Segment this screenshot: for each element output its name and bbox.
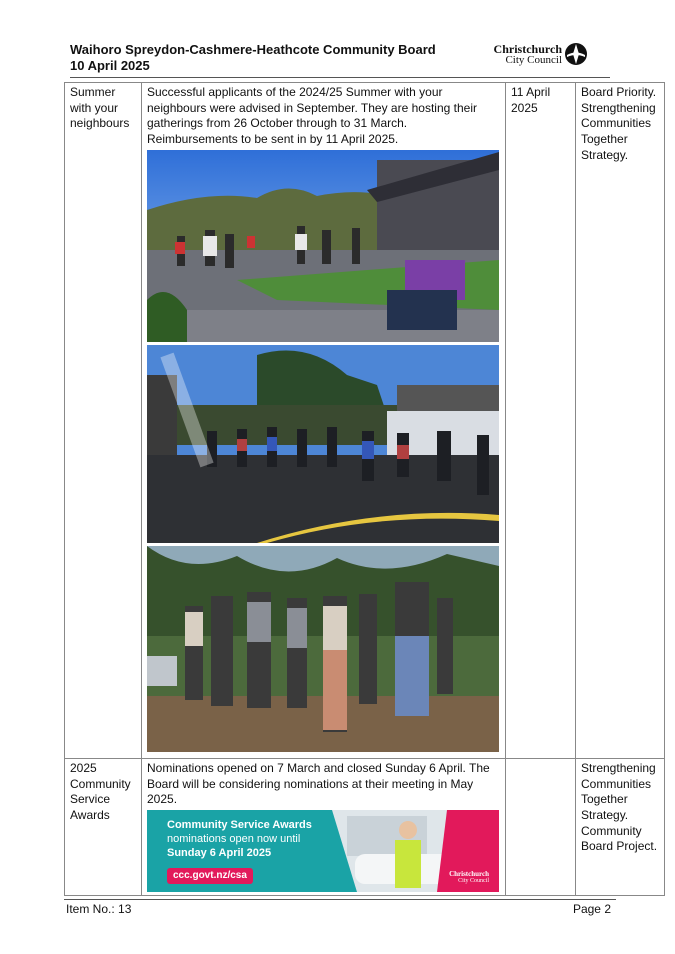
banner-logo <box>449 870 489 885</box>
board-title: Waihoro Spreydon-Cashmere-Heathcote Community Board <box>70 42 436 57</box>
banner-line-3: Sunday 6 April 2025 <box>167 846 272 859</box>
item-number: Item No.: 13 <box>66 902 132 916</box>
description-text: Successful applicants of the 2024/25 Summer with your neighbours were advised in September. They are hosting their gatherings from 26 October through to 31 March. Reimbursements to be sent in by 11 April 2025. <box>147 85 477 147</box>
activity-table <box>64 82 665 896</box>
logo-line-1: Christchurch <box>493 42 562 56</box>
date-cell: 11 April 2025 <box>506 83 576 759</box>
description-text: Nominations opened on 7 March and closed Sunday 6 April. The Board will be considering nominations at their meeting in May 2025. <box>147 760 490 807</box>
page-header <box>70 40 610 76</box>
award-banner <box>147 810 499 892</box>
cathedral-logo-icon <box>564 42 588 66</box>
meeting-date: 10 April 2025 <box>70 58 150 73</box>
page-number: Page 2 <box>572 902 611 916</box>
neighbours-photo-street <box>147 150 499 342</box>
logo-line-2: City Council <box>505 54 562 66</box>
date-cell <box>506 758 576 895</box>
banner-url[interactable]: ccc.govt.nz/csa <box>167 868 253 884</box>
item-cell: Summer with your neighbours <box>65 83 142 759</box>
banner-logo-line-2: City Council <box>458 877 489 884</box>
item-cell: 2025 Community Service Awards <box>65 758 142 895</box>
banner-line-2: nominations open now until <box>167 832 301 845</box>
council-logo <box>490 40 600 68</box>
banner-line-1: Community Service Awards <box>167 818 312 831</box>
strategy-cell: Strengthening Communities Together Strategy. Community Board Project. <box>576 758 665 895</box>
neighbours-photo-driveway <box>147 345 499 543</box>
table-row <box>65 758 665 895</box>
strategy-cell: Board Priority. Strengthening Communities Together Strategy. <box>576 83 665 759</box>
footer-rule <box>64 899 616 900</box>
header-rule <box>70 77 610 78</box>
table-row <box>65 83 665 759</box>
description-cell <box>142 83 506 759</box>
neighbours-photo-garden <box>147 546 499 752</box>
banner-logo-line-1: Christchurch <box>449 869 489 878</box>
description-cell <box>142 758 506 895</box>
